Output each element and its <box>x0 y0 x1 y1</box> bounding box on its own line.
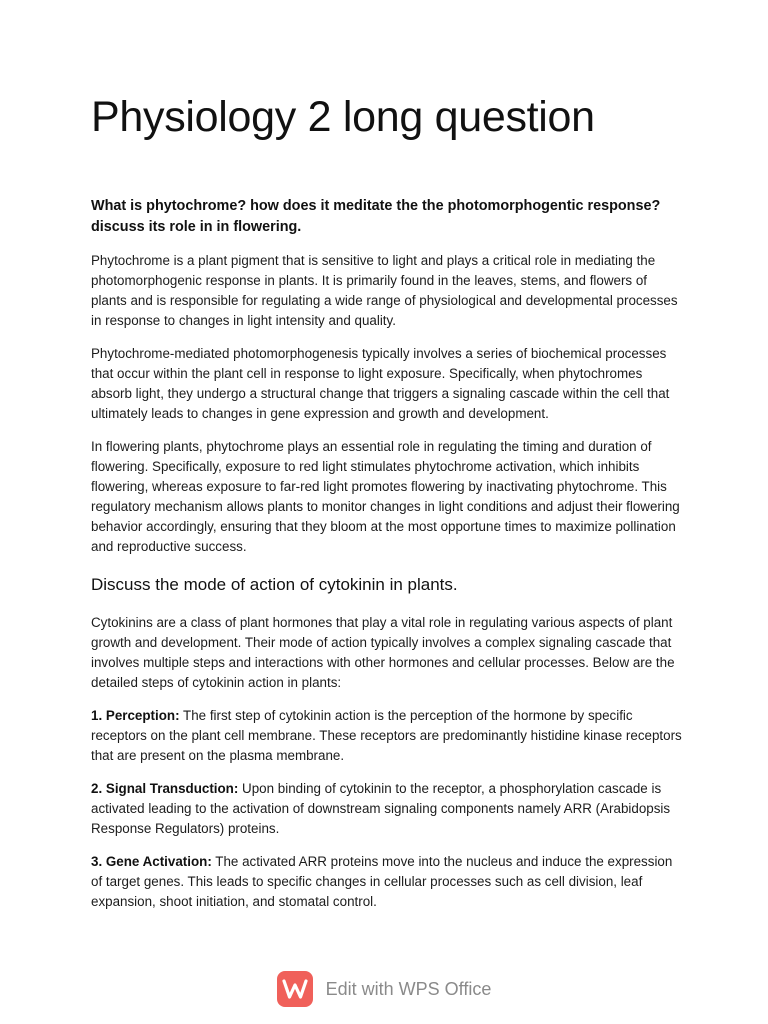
wps-edit-label[interactable]: Edit with WPS Office <box>325 978 492 999</box>
q1-paragraph-1: Phytochrome is a plant pigment that is sensitive to light and plays a critical role in mediating the photomorphogenic response in plants. It is primarily found in the leaves, stems, and flowers of plants and is responsible for regulating a wide range of physiological and developmental processes in response to changes in light intensity and quality. <box>91 252 678 328</box>
q1-paragraph-3: In flowering plants, phytochrome plays an essential role in regulating the timing and duration of flowering. Specifically, exposure to red light stimulates phytochrome activation, which inhibits flowering, whereas exposure to far-red light promotes flowering by inactivating phytochrome. This regulatory mechanism allows plants to monitor changes in light conditions and adjust their flowering behavior accordingly, ensuring that they bloom at the most opportune times to maximize pollination and reproductive success. <box>91 438 680 554</box>
step-signal-transduction <box>91 779 685 839</box>
document-body <box>91 92 685 925</box>
step-perception <box>91 706 685 766</box>
question-1-heading: What is phytochrome? how does it meditate the the photomorphogentic response? discuss its role in in flowering. <box>91 197 661 235</box>
wps-w-icon-glyph <box>282 978 308 1000</box>
q1-paragraph-2: Phytochrome-mediated photomorphogenesis typically involves a series of biochemical processes that occur within the plant cell in response to light exposure. Specifically, when phytochromes absorb light, they undergo a structural change that triggers a signaling cascade within the cell that ultimately leads to changes in gene expression and growth and development. <box>91 345 670 421</box>
wps-edit-banner[interactable] <box>0 968 768 1010</box>
document-title: Physiology 2 long question <box>91 93 595 141</box>
step-text: The activated ARR proteins move into the nucleus and induce the expression of target genes. This leads to specific changes in cellular processes such as cell division, leaf expansion, shoot initiation, and stomatal control. <box>91 853 673 909</box>
step-label: 2. Signal Transduction: <box>91 780 239 796</box>
step-text: The first step of cytokinin action is the perception of the hormone by specific receptors on the plant cell membrane. These receptors are predominantly histidine kinase receptors that are present on the plasma membrane. <box>91 707 682 763</box>
question-2-heading: Discuss the mode of action of cytokinin in plants. <box>91 574 458 594</box>
q2-intro-paragraph: Cytokinins are a class of plant hormones that play a vital role in regulating various aspects of plant growth and development. Their mode of action typically involves a complex signaling cascade that involves multiple steps and interactions with other hormones and cellular processes. Below are the detailed steps of cytokinin action in plants: <box>91 614 675 690</box>
step-label: 3. Gene Activation: <box>91 853 212 869</box>
step-label: 1. Perception: <box>91 707 180 723</box>
wps-w-icon <box>277 971 313 1007</box>
step-gene-activation <box>91 852 685 912</box>
step-text: Upon binding of cytokinin to the receptor, a phosphorylation cascade is activated leading to the activation of downstream signaling components namely ARR (Arabidopsis Response Regulators) proteins. <box>91 780 671 836</box>
